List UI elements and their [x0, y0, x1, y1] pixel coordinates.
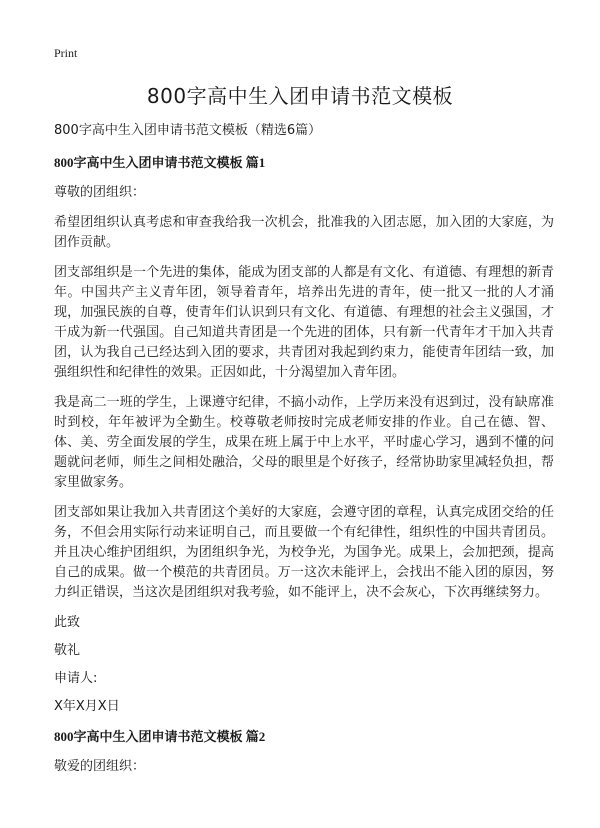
section-1-paragraph-1: 希望团组织认真考虑和审查我给我一次机会，批准我的入团志愿，加入团的大家庭，为团作贡献。 [54, 215, 554, 250]
document-title: 800字高中生入团申请书范文模板 [146, 84, 454, 108]
closing-cizhi: 此致 [54, 615, 81, 630]
document-body [54, 121, 554, 787]
section-1-salutation: 尊敬的团组织： [54, 185, 146, 200]
date-line: X年X月X日 [54, 699, 120, 714]
section-2-heading: 800字高中生入团申请书范文模板 篇2 [54, 729, 266, 744]
print-link[interactable]: Print [54, 46, 78, 60]
section-1-paragraph-2: 团支部组织是一个先进的集体，能成为团支部的人都是有文化、有道德、有理想的新青年。中国共产主义青年团，领导着青年，培养出先进的青年，使一批又一批的人才涌现，加强民族的自尊，使青年们认识到只有文化、有道德、有理想的社会主义强国，才干成为新一代强国。自己知道共青团是一个先进的团体，只有新一代青年才干加入共青团，认为我自己已经达到入团的要求，共青团对我起到约束力，能使青年团结一致，加强组织性和纪律性的效果。正因如此，十分渴望加入青年团。 [54, 265, 554, 380]
section-1-heading: 800字高中生入团申请书范文模板 篇1 [54, 155, 266, 170]
document-subtitle: 800字高中生入团申请书范文模板（精选6篇） [54, 123, 322, 138]
section-1-paragraph-4: 团支部如果让我加入共青团这个美好的大家庭，会遵守团的章程，认真完成团交给的任务，不但会用实际行动来证明自己，而且要做一个有纪律性，组织性的中国共青团员。并且决心维护团组织，为团组织争光，为校争光，为国争光。成果上，会加把颈，提高自己的成果。做一个模范的共青团员。万一这次未能评上，会找出不能入团的原因，努力纠正错误，当这次是团组织对我考验，如不能评上，决不会灰心，下次再继续努力。 [54, 505, 554, 600]
section-1-paragraph-3: 我是高二一班的学生，上课遵守纪律，不搞小动作，上学历来没有迟到过，没有缺席准时到校，年年被评为全勤生。校尊敬老师按时完成老师安排的作业。自己在德、智、体、美、劳全面发展的学生，成果在班上属于中上水平，平时虚心学习，遇到不懂的问题就问老师，师生之间相处融洽，父母的眼里是个好孩子，经常协助家里减轻负担，帮家里做家务。 [54, 395, 554, 490]
section-2-salutation: 敬爱的团组织： [54, 759, 146, 774]
applicant-line: 申请人: [54, 671, 98, 686]
closing-jingli: 敬礼 [54, 643, 81, 658]
